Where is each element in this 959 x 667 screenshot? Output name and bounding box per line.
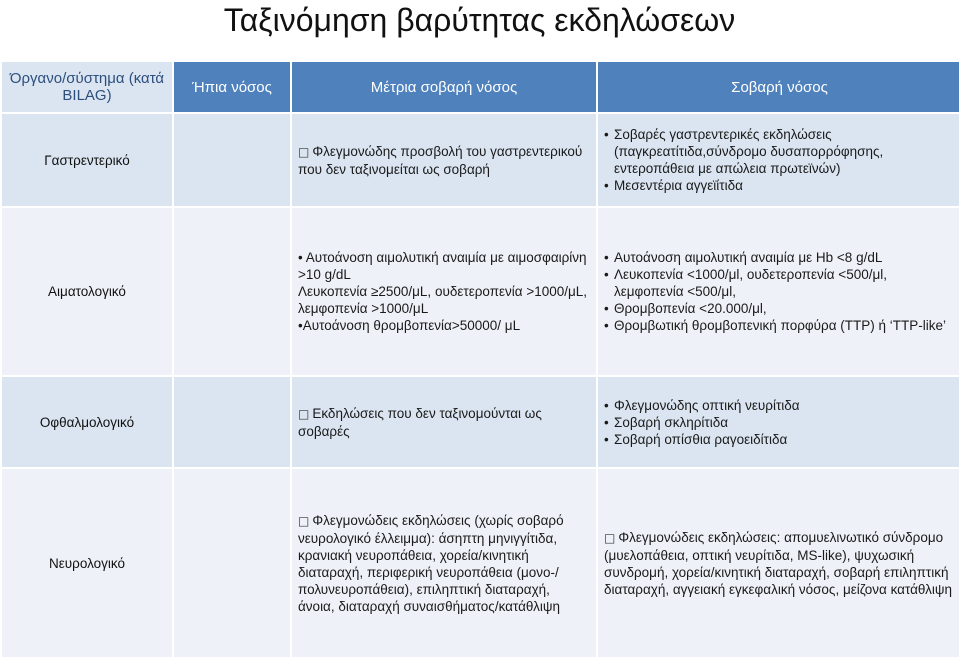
table-row xyxy=(2,208,959,375)
list-item: • Σοβαρές γαστρεντερικές εκδηλώσεις (παγκρεατίτιδα,σύνδρομο δυσαπορρόφησης, εντεροπάθεια με απώλεια πρωτεϊνών) xyxy=(604,126,955,177)
severity-table xyxy=(0,60,959,659)
square-bullet-icon: □ xyxy=(298,406,310,421)
list-item: • Μεσεντέρια αγγεϊίτιδα xyxy=(604,177,955,194)
square-bullet-icon: □ xyxy=(298,144,310,159)
header-moderate: Μέτρια σοβαρή νόσος xyxy=(292,62,596,112)
row-severe xyxy=(598,469,959,657)
row-organ: Γαστρεντερικό xyxy=(2,114,172,206)
moderate-line: •Αυτοάνοση θρομβοπενία>50000/ μL xyxy=(298,318,521,333)
row-moderate xyxy=(292,208,596,375)
row-mild xyxy=(174,208,290,375)
moderate-line: • Αυτοάνοση αιμολυτική αναιμία με αιμοσφαιρίνη >10 g/dL xyxy=(298,250,587,282)
square-bullet-icon: □ xyxy=(604,530,616,545)
list-item: • Λευκοπενία <1000/μl, ουδετεροπενία <500/μl, λεμφοπενία <500/μl, xyxy=(604,266,955,300)
row-severe xyxy=(598,208,959,375)
list-item: • Αυτοάνοση αιμολυτική αναιμία με Hb <8 g/dL xyxy=(604,249,955,266)
page-title: Ταξινόμηση βαρύτητας εκδηλώσεων xyxy=(223,2,736,38)
row-organ: Αιματολογικό xyxy=(2,208,172,375)
row-severe xyxy=(598,114,959,206)
row-mild xyxy=(174,377,290,467)
list-item: • Σοβαρή οπίσθια ραγοειδίτιδα xyxy=(604,431,955,448)
severe-list xyxy=(604,249,955,334)
moderate-text: Φλεγμονώδεις εκδηλώσεις (χωρίς σοβαρό νευρολογικό έλλειμμα): άσηπτη μηνιγγίτιδα, κρανιακή νευροπάθεια, χορεία/κινητική διαταραχή, περιφερική νευροπάθεια (μονο-/ πολυνευροπάθεια), επιληπτική διαταραχή, άνοια, διαταραχή συναισθήματος/κατάθλιψη xyxy=(298,512,564,614)
severe-text: Φλεγμονώδεις εκδηλώσεις: απομυελινωτικό σύνδρομο (μυελοπάθεια, οπτική νευρίτιδα, MS-like), ψυχωσική συνδρομή, χορεία/κινητική διαταραχή, σοβαρή επιληπτική διαταραχή, αγγειακή εγκεφαλική νόσος, μείζονα κατάθλιψη xyxy=(604,529,953,597)
moderate-line: Λευκοπενία ≥2500/μL, ουδετεροπενία >1000/μL, λεμφοπενία >1000/μL xyxy=(298,284,588,316)
row-organ: Οφθαλμολογικό xyxy=(2,377,172,467)
row-moderate xyxy=(292,114,596,206)
square-bullet-icon: □ xyxy=(298,513,310,528)
table-row xyxy=(2,469,959,657)
list-item: • Θρομβοπενία <20.000/μl, xyxy=(604,300,955,317)
list-item: • Φλεγμονώδης οπτική νευρίτιδα xyxy=(604,397,955,414)
row-mild xyxy=(174,469,290,657)
table-row xyxy=(2,377,959,467)
table-row xyxy=(2,114,959,206)
moderate-text: Φλεγμονώδης προσβολή του γαστρεντερικού που δεν ταξινομείται ως σοβαρή xyxy=(298,143,583,177)
severe-list xyxy=(604,397,955,448)
row-mild xyxy=(174,114,290,206)
list-item: • Σοβαρή σκληρίτιδα xyxy=(604,414,955,431)
severe-list xyxy=(604,126,955,194)
header-severe: Σοβαρή νόσος xyxy=(598,62,959,112)
row-severe xyxy=(598,377,959,467)
header-mild: Ήπια νόσος xyxy=(174,62,290,112)
row-organ: Νευρολογικό xyxy=(2,469,172,657)
list-item: • Θρομβωτική θρομβοπενική πορφύρα (TTP) ή ‘TTP-like’ xyxy=(604,317,955,334)
header-organ: Όργανο/σύστημα (κατά BILAG) xyxy=(2,62,172,112)
header-row xyxy=(2,62,959,112)
row-moderate xyxy=(292,377,596,467)
row-moderate xyxy=(292,469,596,657)
moderate-text: Εκδηλώσεις που δεν ταξινομούνται ως σοβαρές xyxy=(298,405,542,439)
